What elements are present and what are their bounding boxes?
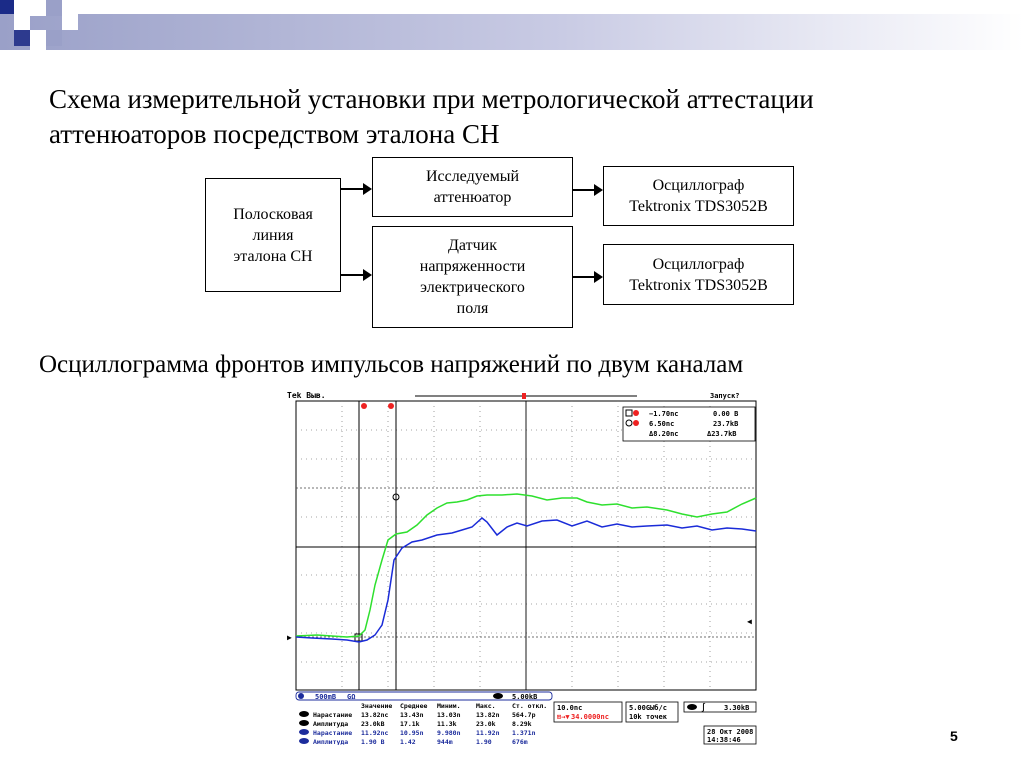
sensor-line: напряженности <box>419 258 526 275</box>
ch-left-scale: 500mB <box>315 693 337 701</box>
svg-text:10.95n: 10.95n <box>400 729 424 737</box>
header-gradient-bar <box>0 14 1024 50</box>
graticule <box>296 401 756 690</box>
ch-left-suffix: GΩ <box>347 693 356 701</box>
svg-text:Амплитуда: Амплитуда <box>313 720 349 728</box>
attenuator-line: аттенюатор <box>433 189 512 206</box>
arrow-sensor-scope2 <box>573 276 601 278</box>
svg-text:13.82n: 13.82n <box>476 711 500 719</box>
ground-marker: ◀ <box>747 617 752 626</box>
arrow-source-attenuator <box>341 188 370 190</box>
arrow-attenuator-scope1 <box>573 189 601 191</box>
scope2-box <box>603 244 794 305</box>
svg-text:23.0kB: 23.0kB <box>361 720 385 728</box>
deco-square <box>0 0 14 14</box>
svg-text:23.0k: 23.0k <box>476 720 496 728</box>
svg-text:8.29k: 8.29k <box>512 720 532 728</box>
source-line: эталона СН <box>233 247 313 265</box>
svg-text:13.82nc: 13.82nc <box>361 711 389 719</box>
deco-square <box>14 14 30 30</box>
title-line-1: Схема измерительной установки при метрологической аттестации <box>49 84 814 114</box>
svg-text:13.03n: 13.03n <box>437 711 461 719</box>
svg-text:1.90 B: 1.90 B <box>361 738 385 745</box>
scope-time: 14:38:46 <box>707 736 741 744</box>
scope-mode-label: Tek Выв. <box>287 391 326 400</box>
scope1-line: Tektronix TDS3052B <box>629 198 768 215</box>
cursor-readout-t1: −1.70nc <box>649 410 679 418</box>
sensor-box <box>372 226 573 328</box>
source-line: Полосковая <box>233 205 313 223</box>
page-number: 5 <box>950 728 958 744</box>
deco-square <box>62 14 78 30</box>
attenuator-line: Исследуемый <box>425 168 520 185</box>
record-length: 10k точек <box>629 713 667 721</box>
cursor-readout-t2: 6.50nc <box>649 420 675 428</box>
cursor-readout-v1: 0.00 B <box>713 410 739 418</box>
source-box <box>205 178 341 292</box>
time-per-div: 10.0nc <box>557 704 583 712</box>
ch-black-indicator <box>493 693 503 699</box>
deco-square <box>46 0 62 16</box>
meas-header: Значение <box>361 702 393 710</box>
table-row <box>299 711 536 719</box>
trigger-position-marker <box>522 393 526 399</box>
arrow-source-sensor <box>341 274 370 276</box>
title-line-2: аттенюаторов посредством эталона СН <box>49 119 500 149</box>
scope2-line: Tektronix TDS3052B <box>629 276 768 294</box>
deco-square <box>30 0 46 16</box>
svg-text:Нарастание: Нарастание <box>313 729 353 737</box>
svg-text:676m: 676m <box>512 738 528 745</box>
deco-square <box>14 30 30 46</box>
svg-text:1.371n: 1.371n <box>512 729 536 737</box>
svg-text:1.42: 1.42 <box>400 738 416 745</box>
trigger-position-icon: ⊞→▼ <box>557 713 570 721</box>
svg-text:Нарастание: Нарастание <box>313 711 353 719</box>
oscillogram-subtitle: Осциллограмма фронтов импульсов напряжений по двум каналам <box>39 351 744 378</box>
cursor-readout <box>623 407 755 441</box>
deco-square <box>46 30 62 46</box>
meas-header: Среднее <box>400 702 428 710</box>
scope1-line: Осциллограф <box>652 177 745 194</box>
table-row <box>299 738 528 745</box>
scope2-line: Осциллограф <box>652 255 745 273</box>
cursor-2-marker[interactable] <box>388 403 394 409</box>
trigger-source-icon <box>687 704 697 710</box>
svg-text:1.90: 1.90 <box>476 738 492 745</box>
sensor-line: Датчик <box>448 237 497 254</box>
svg-text:564.7p: 564.7p <box>512 711 536 719</box>
ch-blue-indicator <box>298 693 304 699</box>
cursor-readout-dv: Δ23.7kB <box>707 430 737 438</box>
table-row <box>299 720 532 728</box>
trigger-position: 34.0000nc <box>571 713 609 721</box>
ch-right-scale: 5.00kB <box>512 693 538 701</box>
source-line: линия <box>252 226 294 244</box>
cursor-readout-v2: 23.7kB <box>713 420 739 428</box>
scope-trigger-status: Запуск? <box>710 392 740 400</box>
meas-header: Ст. откл. <box>512 702 548 710</box>
svg-text:Амплитуда: Амплитуда <box>313 738 349 745</box>
sensor-line: поля <box>456 300 489 317</box>
scope1-box <box>603 166 794 226</box>
scope-date: 28 Окт 2008 <box>707 728 754 736</box>
deco-square <box>30 46 46 62</box>
sample-rate: 5.00GЫб/с <box>629 704 667 712</box>
meas-header: Миним. <box>437 702 461 710</box>
deco-square <box>30 30 46 46</box>
svg-text:11.92n: 11.92n <box>476 729 500 737</box>
measurement-table <box>299 702 547 745</box>
meas-header: Макс. <box>476 702 496 710</box>
svg-text:9.980n: 9.980n <box>437 729 461 737</box>
svg-text:944m: 944m <box>437 738 453 745</box>
slide-title <box>49 82 949 152</box>
oscillogram <box>287 390 757 745</box>
sensor-line: электрического <box>420 279 525 296</box>
trigger-level: 3.30kB <box>724 704 750 712</box>
svg-text:17.1k: 17.1k <box>400 720 420 728</box>
svg-text:13.43n: 13.43n <box>400 711 424 719</box>
cursor-readout-dt: Δ8.20nc <box>649 430 679 438</box>
cursor-1-marker[interactable] <box>361 403 367 409</box>
trigger-slope-icon: ∫ <box>701 703 706 712</box>
svg-text:11.92nc: 11.92nc <box>361 729 389 737</box>
channel-marker-1: ▶ <box>287 633 292 642</box>
table-row <box>299 729 536 737</box>
svg-text:11.3k: 11.3k <box>437 720 457 728</box>
attenuator-box <box>372 157 573 217</box>
